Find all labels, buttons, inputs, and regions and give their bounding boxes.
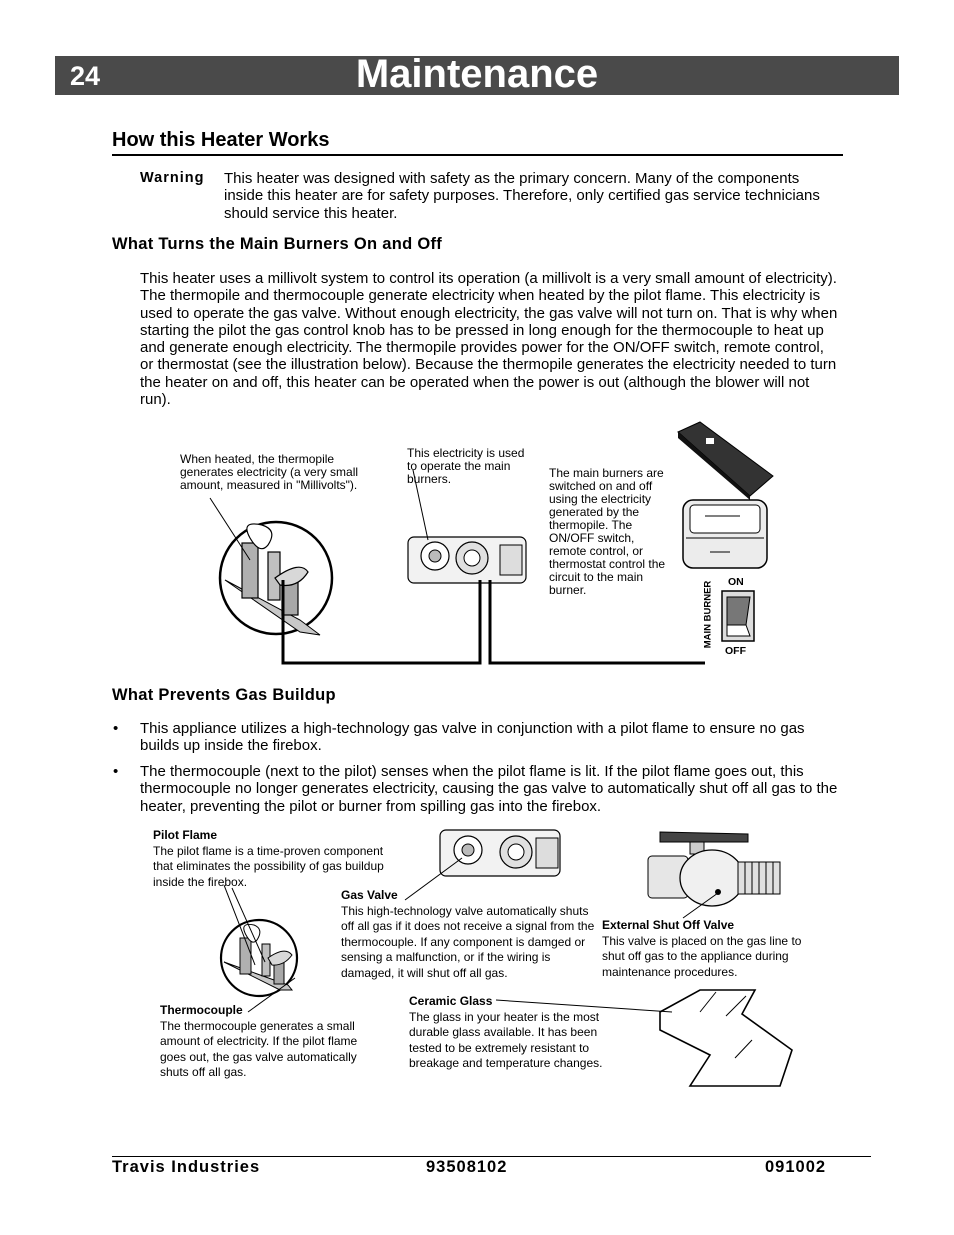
thermocouple-text: The thermocouple generates a small amount of electricity. If the pilot flame goes out, the gas valve automatically shuts off all gas. [160,1018,358,1079]
ceramic-glass-callout [409,994,619,1072]
footer-rule [112,1156,871,1157]
thermocouple-callout [160,1003,375,1081]
shutoff-valve-title: External Shut Off Valve [602,918,735,932]
page-number: 24 [70,61,101,91]
pilot-flame-text: The pilot flame is a time-proven component that eliminates the possibility of gas buildup inside the firebox. [153,843,384,889]
switch-on-label: ON [728,576,744,588]
footer-company: Travis Industries [112,1158,261,1176]
burners-paragraph: This heater uses a millivolt system to control its operation (a millivolt is a very small amount of electricity). The thermopile and thermocouple generate electricity when heated by the pilot flame. This electricity is used to operate the gas valve. Without enough electricity, the gas valve will not turn on. That is why when starting the pilot the gas control knob has to be pressed in long enough for the thermocouple to heat up and generate enough electricity. The thermopile provides power for the ON/OFF switch, remote control, or thermostat (see the illustration below). Because the thermopile generates the electricity needed to turn the heater on and off, this heater can be operated when the power is out (although the blower will not run). [140,270,838,409]
callout-switch: The main burners are switched on and off using the electricity generated by the thermopile. The ON/OFF switch, remote control, or thermostat control the circuit to the main burner. [549,466,666,597]
footer-date: 091002 [765,1158,827,1176]
pilot-thermocouple-illustration [221,885,297,1012]
bullet-item: This appliance utilizes a high-technology gas valve in conjunction with a pilot flame to ensure no gas builds up inside the firebox. [140,720,805,755]
shutoff-valve-callout [602,918,807,980]
gas-valve-title: Gas Valve [341,888,398,902]
gas-valve-callout [341,888,596,981]
burners-heading: What Turns the Main Burners On and Off [112,235,443,253]
warning-text: This heater was designed with safety as the primary concern. Many of the components inside this heater are for safety purposes. Therefore, only certified gas service technicians should service this heater. [224,170,820,222]
switch-off-label: OFF [725,645,746,657]
gas-valve-text: This high-technology valve automatically shuts off all gas if it does not receive a signal from the thermocouple. If any component is damged or sensing a malfunction, or if the wiring is damaged, it will shut off all gas. [341,903,595,980]
ceramic-glass-title: Ceramic Glass [409,994,493,1008]
pilot-flame-title: Pilot Flame [153,828,218,842]
buildup-heading: What Prevents Gas Buildup [112,686,336,704]
main-burner-label: MAIN BURNER [702,580,714,649]
callout-thermopile: When heated, the thermopile generates electricity (a very small amount, measured in "Millivolts"). [180,452,359,492]
page-title: Maintenance [355,52,599,96]
section-title: How this Heater Works [112,129,330,151]
thermocouple-title: Thermocouple [160,1003,243,1017]
shutoff-valve-text: This valve is placed on the gas line to shut off gas to the appliance during maintenance procedures. [602,933,802,979]
callout-valve: This electricity is used to operate the main burners. [407,446,525,486]
bullet-item: The thermocouple (next to the pilot) senses when the pilot flame is lit. If the pilot flame goes out, this thermocouple no longer generates electricity, causing the gas valve to automatically shut off all gas to the heater, preventing the pilot or burner from spilling gas into the firebox. [140,763,838,815]
bullet-marker: • [113,763,119,780]
warning-label: Warning [140,170,205,186]
ceramic-glass-text: The glass in your heater is the most durable glass available. It has been tested to be extremely resistant to breakage and temperature changes. [409,1009,603,1070]
bullet-marker: • [113,720,119,737]
shutoff-valve-illustration [648,832,780,918]
pilot-flame-callout [153,828,388,890]
footer-part-number: 93508102 [426,1158,508,1176]
